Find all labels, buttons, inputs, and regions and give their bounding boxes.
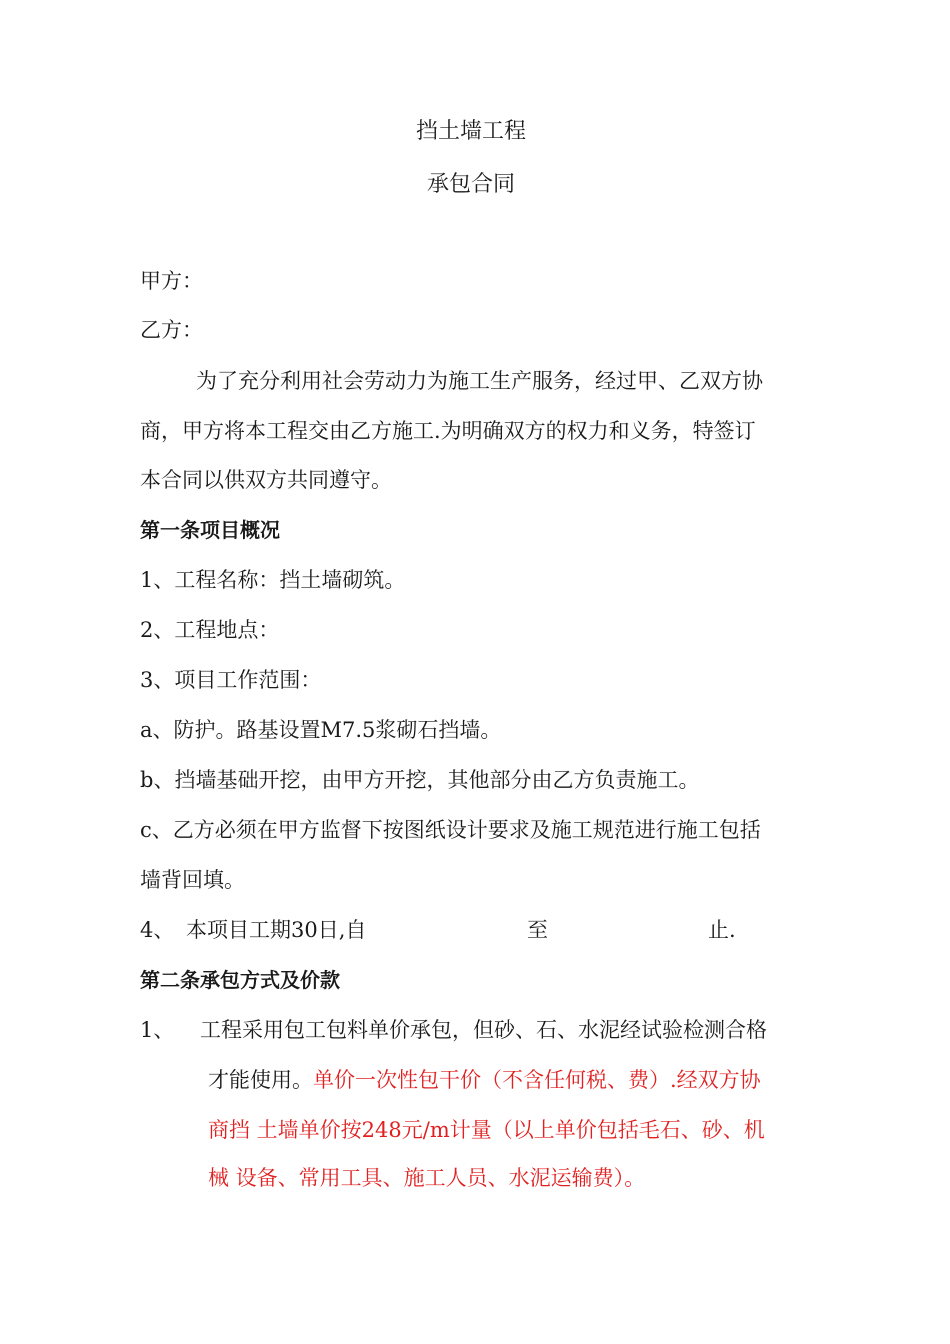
article-2-heading: 第二条承包方式及价款 bbox=[140, 968, 340, 992]
title-line-1: 挡土墙工程 bbox=[416, 119, 527, 144]
article-1-item-4-number: 4、 bbox=[140, 918, 175, 942]
article-2-item-1-number: 1、 bbox=[140, 1018, 175, 1042]
article-1-sub-a: a、防护。路基设置M7.5浆砌石挡墙。 bbox=[140, 718, 502, 742]
article-2-item-1-line-3: 商挡 土墙单价按248元/m计量（以上单价包括毛石、砂、机 bbox=[208, 1118, 765, 1142]
intro-line-3: 本合同以供双方共同遵守。 bbox=[140, 468, 392, 492]
article-2-item-1-line-1: 工程采用包工包料单价承包，但砂、石、水泥经试验检测合格 bbox=[200, 1018, 767, 1042]
article-2-item-1-line-2 bbox=[208, 1065, 761, 1095]
party-a-label: 甲方： bbox=[140, 269, 203, 293]
article-2-item-1-line-2-red: 单价一次性包干价（不含任何税、费）.经双方协 bbox=[313, 1068, 761, 1092]
intro-line-2: 商，甲方将本工程交由乙方施工.为明确双方的权力和义务，特签订 bbox=[140, 419, 756, 443]
title-line-2: 承包合同 bbox=[427, 172, 516, 197]
article-1-sub-b: b、挡墙基础开挖，由甲方开挖，其他部分由乙方负责施工。 bbox=[140, 768, 700, 792]
article-1-heading: 第一条项目概况 bbox=[140, 518, 280, 542]
article-1-item-3: 3、项目工作范围： bbox=[140, 668, 322, 692]
article-1-item-4-to: 至 bbox=[527, 918, 548, 942]
party-b-label: 乙方： bbox=[140, 318, 203, 342]
article-1-item-4-end: 止. bbox=[708, 918, 736, 942]
article-1-item-4-text: 本项目工期30日,自 bbox=[186, 918, 367, 942]
intro-line-1: 为了充分利用社会劳动力为施工生产服务，经过甲、乙双方协 bbox=[196, 369, 763, 393]
article-1-sub-c-line-2: 墙背回填。 bbox=[140, 868, 245, 892]
article-1-sub-c-line-1: c、乙方必须在甲方监督下按图纸设计要求及施工规范进行施工包括 bbox=[140, 818, 761, 842]
article-1-item-2: 2、工程地点： bbox=[140, 618, 280, 642]
article-2-item-1-line-2-black: 才能使用。 bbox=[208, 1068, 313, 1092]
article-2-item-1-line-4: 械 设备、常用工具、施工人员、水泥运输费）。 bbox=[208, 1166, 646, 1190]
article-1-item-1: 1、工程名称：挡土墙砌筑。 bbox=[140, 568, 406, 592]
